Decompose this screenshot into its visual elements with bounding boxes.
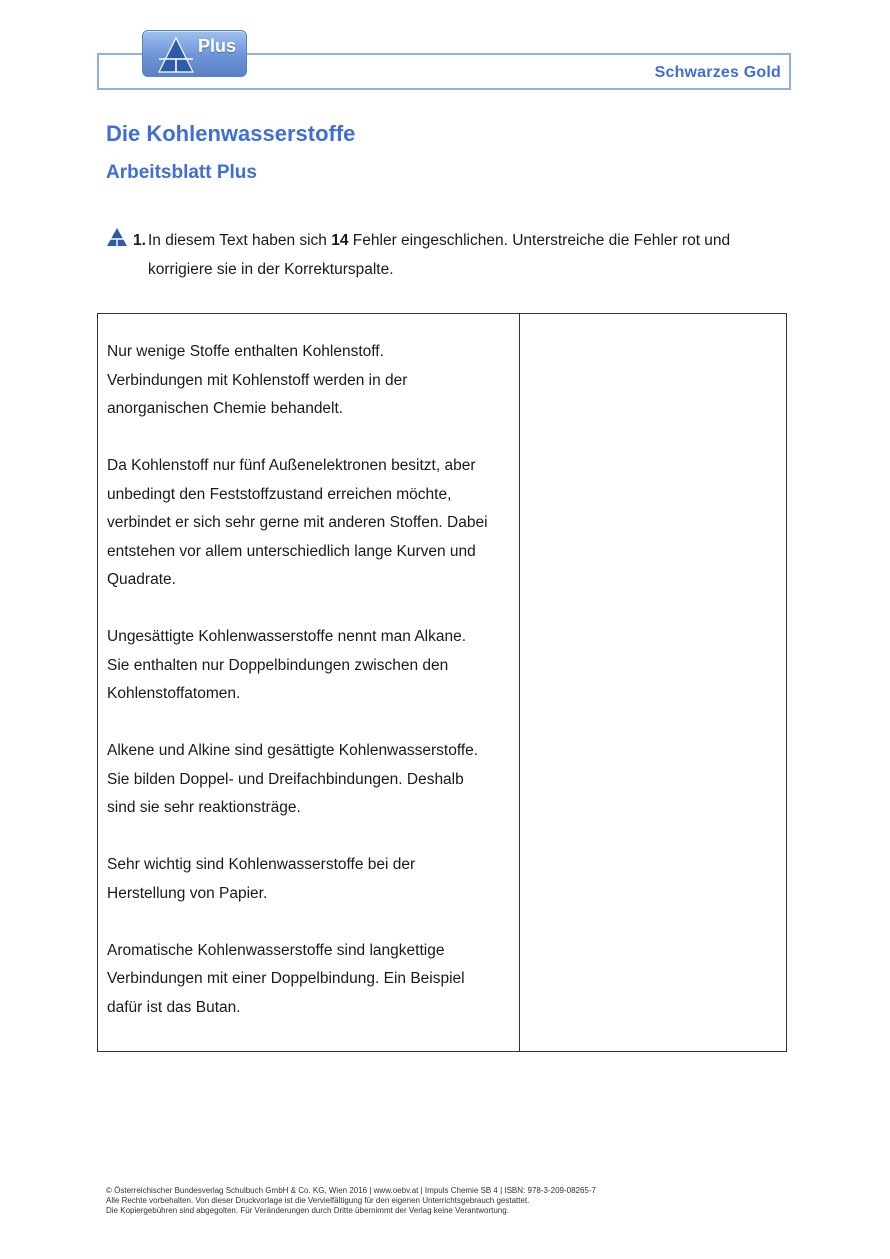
page-subtitle: Arbeitsblatt Plus (106, 162, 257, 183)
paragraph-6 (107, 937, 517, 1023)
text-line: verbindet er sich sehr gerne mit anderen Stoffen. Dabei (107, 514, 488, 531)
text-line: Kohlenstoffatomen. (107, 685, 241, 702)
plus-level-icon (107, 228, 127, 246)
text-line: anorganischen Chemie behandelt. (107, 400, 344, 417)
text-line: Sehr wichtig sind Kohlenwasserstoffe bei der (107, 856, 416, 873)
paragraph-3 (107, 623, 517, 709)
plus-triangle-icon (157, 36, 195, 74)
plus-logo (142, 30, 247, 77)
text-line: dafür ist das Butan. (107, 998, 241, 1016)
page-title: Die Kohlenwasserstoffe (106, 121, 356, 146)
correction-column[interactable] (520, 314, 786, 1051)
text-line: Quadrate. (107, 571, 176, 588)
paragraph-1 (107, 338, 517, 424)
footer-line-2: Alle Rechte vorbehalten. Von dieser Druckvorlage ist die Vervielfältigung für den eigenen Unterrichtsgebrauch gestattet. (106, 1196, 530, 1205)
text-line: Aromatische Kohlenwasserstoffe sind langkettige (107, 941, 445, 959)
task-text-after: Fehler eingeschlichen. Unterstreiche die Fehler rot und (348, 232, 731, 249)
footer-copyright (106, 1186, 806, 1216)
text-line: Alkene und Alkine sind gesättigte Kohlenwasserstoffe. (107, 742, 479, 759)
paragraph-2 (107, 452, 517, 595)
exercise-table (97, 313, 787, 1052)
text-line: sind sie sehr reaktionsträge. (107, 799, 301, 816)
logo-text: Plus (198, 36, 237, 56)
task-text (148, 226, 797, 284)
paragraph-5 (107, 851, 517, 908)
text-line: entstehen vor allem unterschiedlich lange Kurven und (107, 542, 476, 560)
footer-line-1: © Österreichischer Bundesverlag Schulbuch GmbH & Co. KG, Wien 2016 | www.oebv.at | Impuls Chemie SB 4 | ISBN: 978-3-209-08265-7 (106, 1186, 596, 1195)
text-line: Sie bilden Doppel- und Dreifachbindungen. Deshalb (107, 770, 464, 788)
task-text-line2: korrigiere sie in der Korrekturspalte. (148, 261, 394, 278)
text-line: Herstellung von Papier. (107, 884, 268, 902)
task-instruction (107, 226, 797, 284)
text-line: Sie enthalten nur Doppelbindungen zwischen den (107, 656, 449, 674)
text-line: Ungesättigte Kohlenwasserstoffe nennt man Alkane. (107, 628, 467, 645)
error-text-column (107, 338, 517, 1051)
text-line: Verbindungen mit Kohlenstoff werden in der (107, 371, 408, 389)
task-text-before: In diesem Text haben sich (148, 232, 332, 249)
text-line: Verbindungen mit einer Doppelbindung. Ein Beispiel (107, 970, 465, 987)
error-count: 14 (331, 232, 349, 249)
header-title: Schwarzes Gold (654, 64, 781, 81)
text-line: Nur wenige Stoffe enthalten Kohlenstoff. (107, 343, 384, 360)
text-line: Da Kohlenstoff nur fünf Außenelektronen besitzt, aber (107, 457, 476, 474)
footer-line-3: Die Kopiergebühren sind abgegolten. Für Veränderungen durch Dritte übernimmt der Verlag keine Verantwortung. (106, 1206, 509, 1215)
text-line: unbedingt den Feststoffzustand erreichen möchte, (107, 485, 452, 503)
task-number: 1. (133, 232, 146, 249)
paragraph-4 (107, 737, 517, 823)
